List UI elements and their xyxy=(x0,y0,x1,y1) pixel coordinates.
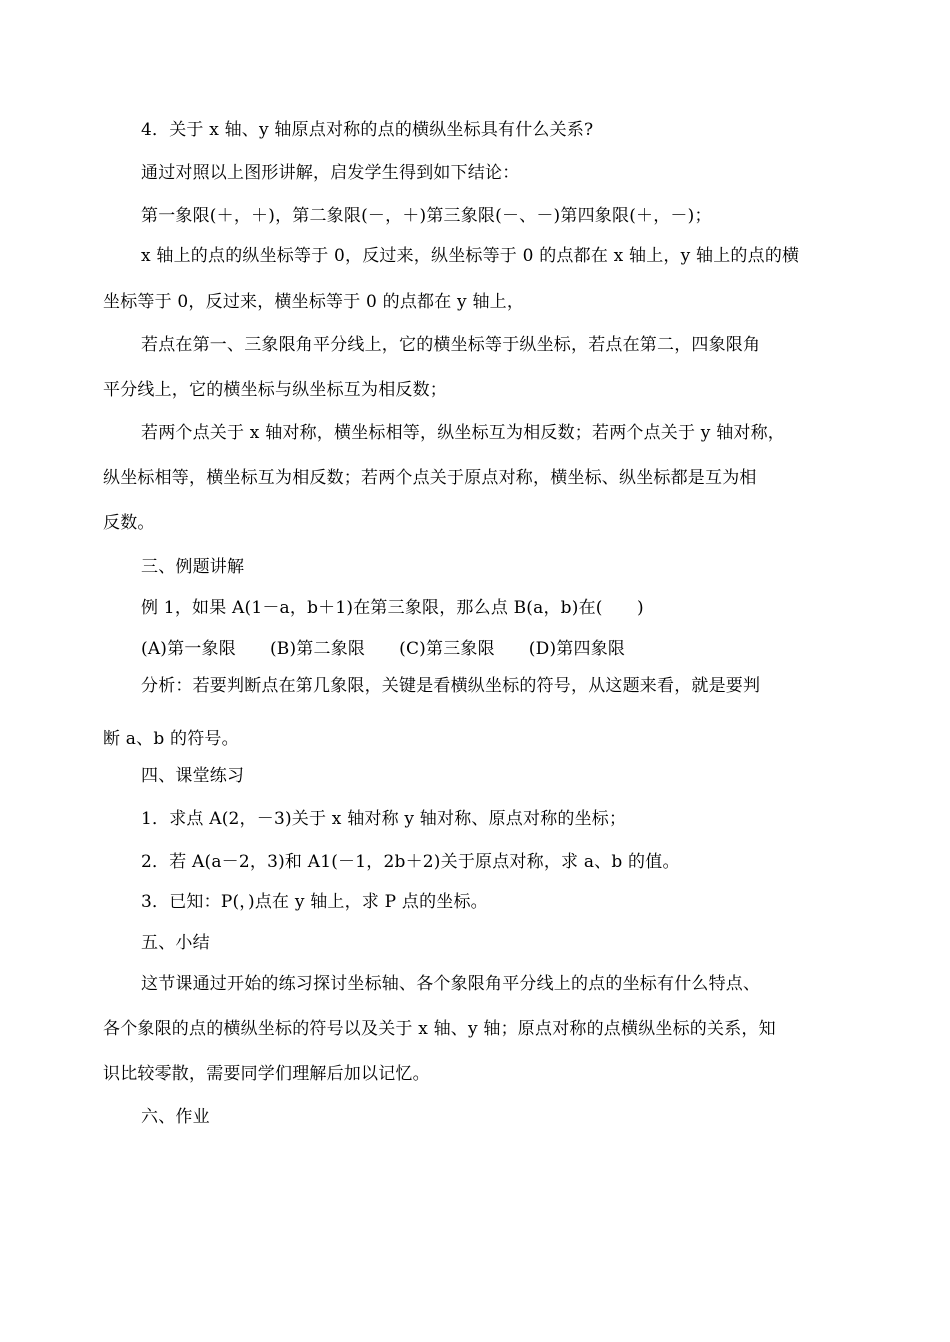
axis-points-text-2: 坐标等于 0，反过来，横坐标等于 0 的点都在 y 轴上， xyxy=(103,292,525,312)
analysis-text-2: 断 a、b 的符号。 xyxy=(103,729,239,749)
section-6-heading: 六、作业 xyxy=(141,1107,210,1127)
intro-conclusion-text: 通过对照以上图形讲解，启发学生得到如下结论： xyxy=(141,163,520,183)
question-4-text: 4．关于 x 轴、y 轴原点对称的点的横纵坐标具有什么关系? xyxy=(141,120,594,140)
bisector-text-1: 若点在第一、三象限角平分线上，它的横坐标等于纵坐标，若点在第二，四象限角 xyxy=(141,335,761,355)
exercise-3-text: 3．已知：P(，)点在 y 轴上，求 P 点的坐标。 xyxy=(141,892,488,912)
section-5-heading: 五、小结 xyxy=(141,933,210,953)
symmetry-text-1: 若两个点关于 x 轴对称，横坐标相等，纵坐标互为相反数；若两个点关于 y 轴对称， xyxy=(141,423,786,443)
option-b: (B)第二象限 xyxy=(269,639,366,659)
option-a: (A)第一象限 xyxy=(141,639,236,659)
option-c: (C)第三象限 xyxy=(399,639,495,659)
symmetry-text-3: 反数。 xyxy=(103,513,155,533)
example-1-options xyxy=(141,638,625,660)
summary-text-3: 识比较零散，需要同学们理解后加以记忆。 xyxy=(103,1064,430,1084)
example-1-text: 例 1，如果 A(1－a，b＋1)在第三象限，那么点 B(a，b)在( ) xyxy=(141,598,644,618)
option-d: (D)第四象限 xyxy=(528,639,626,659)
analysis-text-1: 分析：若要判断点在第几象限，关键是看横纵坐标的符号，从这题来看，就是要判 xyxy=(141,676,761,696)
summary-text-2: 各个象限的点的横纵坐标的符号以及关于 x 轴、y 轴；原点对称的点横纵坐标的关系，知 xyxy=(103,1019,776,1039)
section-3-heading: 三、例题讲解 xyxy=(141,557,245,577)
exercise-2-text: 2．若 A(a－2，3)和 A1(－1，2b＋2)关于原点对称，求 a、b 的值。 xyxy=(141,852,680,872)
quadrant-signs-text: 第一象限(＋，＋)，第二象限(－，＋)第三象限(－、－)第四象限(＋，－)； xyxy=(141,206,712,226)
bisector-text-2: 平分线上，它的横坐标与纵坐标互为相反数； xyxy=(103,380,447,400)
summary-text-1: 这节课通过开始的练习探讨坐标轴、各个象限角平分线上的点的坐标有什么特点、 xyxy=(141,974,761,994)
exercise-1-text: 1．求点 A(2，－3)关于 x 轴对称 y 轴对称、原点对称的坐标； xyxy=(141,809,627,829)
symmetry-text-2: 纵坐标相等，横坐标互为相反数；若两个点关于原点对称，横坐标、纵坐标都是互为相 xyxy=(103,468,757,488)
axis-points-text-1: x 轴上的点的纵坐标等于 0，反过来，纵坐标等于 0 的点都在 x 轴上，y 轴上的点的横 xyxy=(141,246,800,266)
section-4-heading: 四、课堂练习 xyxy=(141,766,245,786)
